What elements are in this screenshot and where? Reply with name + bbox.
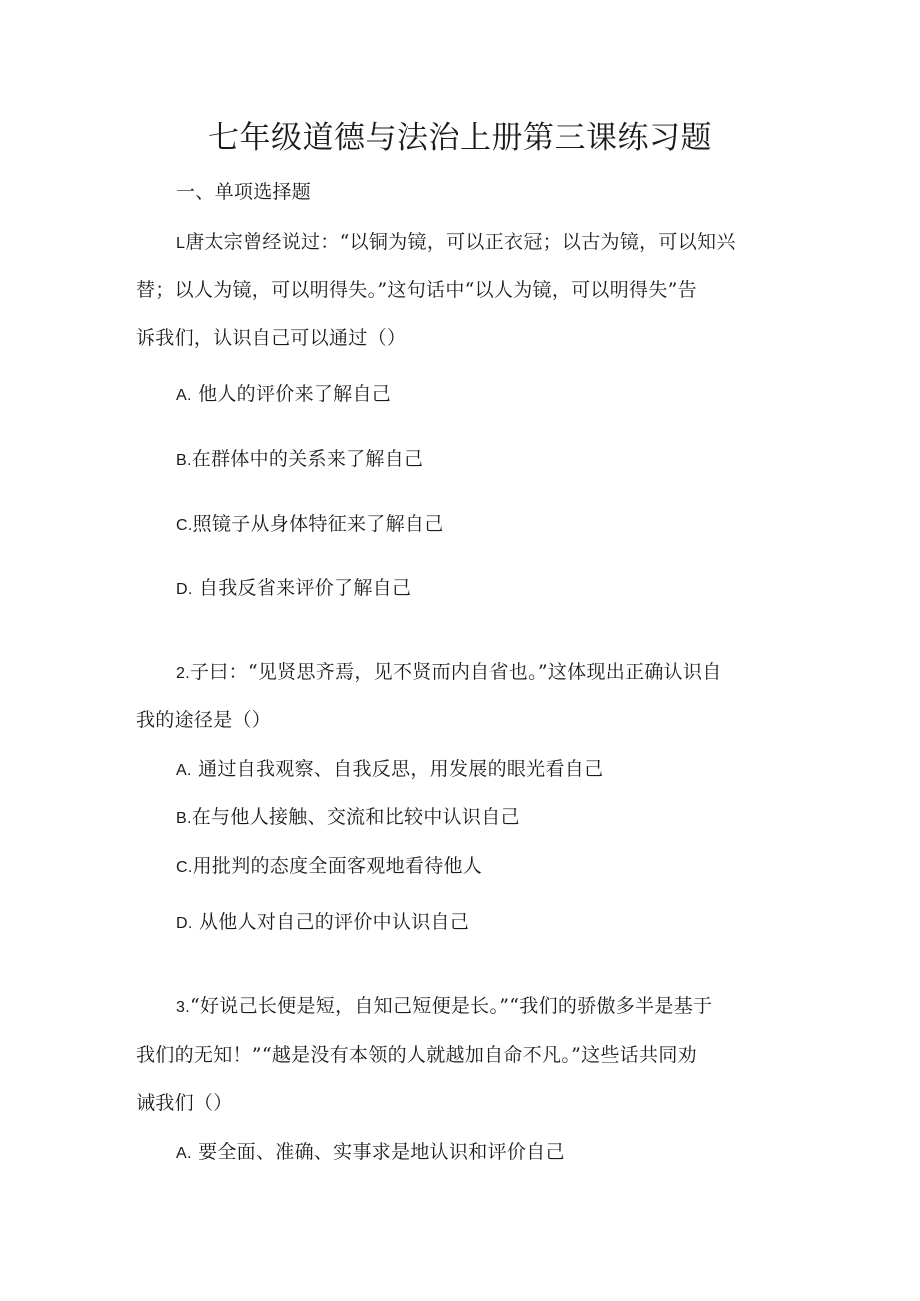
question-1-option-b: B.在群体中的关系来了解自己 <box>176 448 424 470</box>
question-1-option-c: C.照镜子从身体特征来了解自己 <box>176 513 444 535</box>
question-2-line-1 <box>176 658 722 688</box>
question-2-number: 2. <box>176 665 190 682</box>
question-1-option-d: D. 自我反省来评价了解自己 <box>176 577 412 599</box>
question-1-text-1: 唐太宗曾经说过：“以铜为镜，可以正衣冠；以古为镜，可以知兴 <box>185 231 736 253</box>
question-3-line-1 <box>176 992 712 1022</box>
question-3-text-1: “好说己长便是短，自知己短便是长。”“我们的骄傲多半是基于 <box>189 995 713 1017</box>
section-heading: 一、单项选择题 <box>176 181 312 203</box>
question-1-option-a: A. 他人的评价来了解自己 <box>176 383 392 405</box>
question-3-line-2: 我们的无知！”“越是没有本领的人就越加自命不凡。”这些话共同劝 <box>136 1044 697 1066</box>
question-3-line-3: 诫我们（） <box>136 1092 233 1114</box>
question-1-number: L <box>176 235 186 252</box>
question-3-option-a: A. 要全面、准确、实事求是地认识和评价自己 <box>176 1141 565 1163</box>
question-2-option-b: B.在与他人接触、交流和比较中认识自己 <box>176 806 520 828</box>
question-2-option-a: A. 通过自我观察、自我反思，用发展的眼光看自己 <box>176 758 604 780</box>
question-2-line-2: 我的途径是（） <box>136 709 272 731</box>
question-2-text-1: 子曰：“见贤思齐焉，见不贤而内自省也。”这体现出正确认识自 <box>189 661 722 683</box>
question-1-line-1 <box>176 228 736 258</box>
question-1-line-2: 替；以人为镜，可以明得失。”这句话中“以人为镜，可以明得失”告 <box>136 279 697 301</box>
question-1-line-3: 诉我们，认识自己可以通过（） <box>136 327 407 349</box>
question-2-option-d: D. 从他人对自己的评价中认识自己 <box>176 911 470 933</box>
question-3-number: 3. <box>176 999 190 1016</box>
question-2-option-c: C.用批判的态度全面客观地看待他人 <box>176 855 483 877</box>
document-title: 七年级道德与法治上册第三课练习题 <box>208 120 712 156</box>
